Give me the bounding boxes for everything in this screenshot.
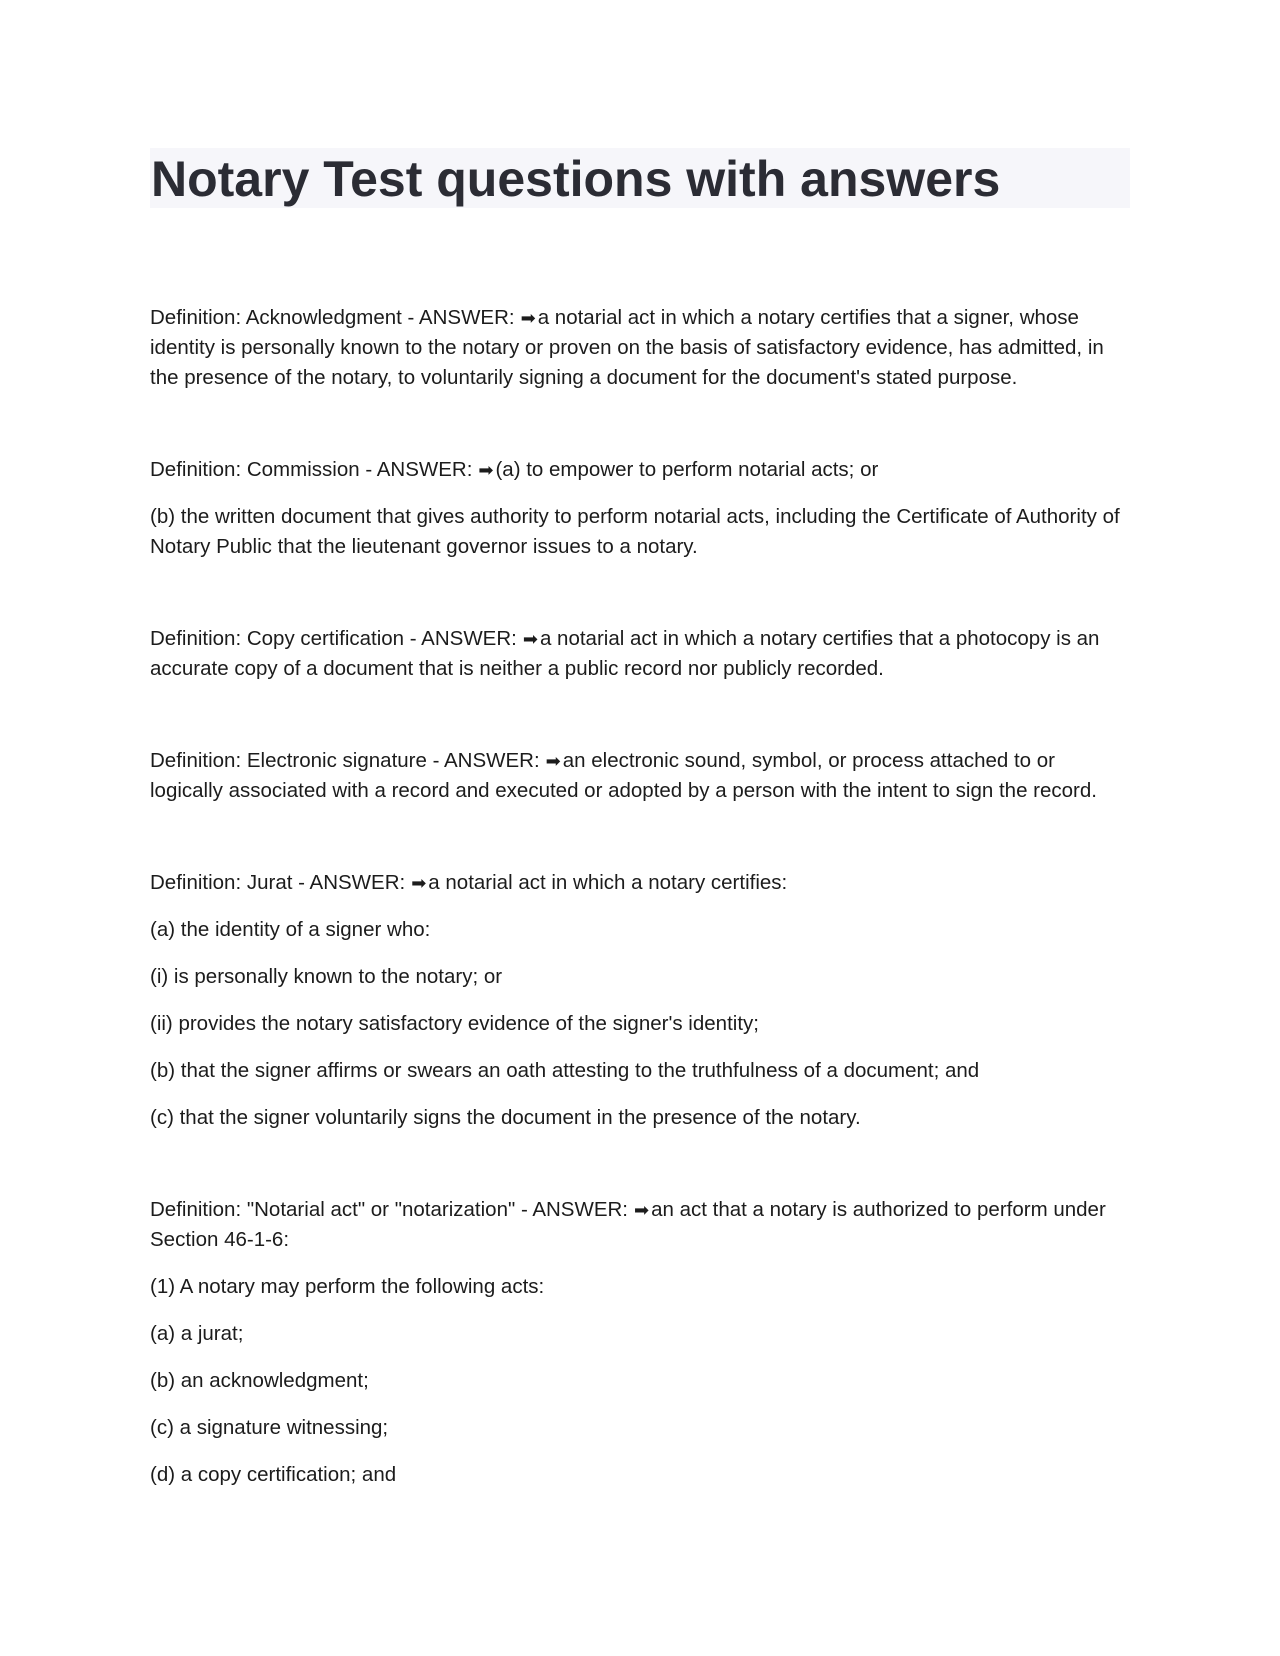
right-arrow-icon: ➡ — [520, 308, 536, 328]
definition-subparagraph: (c) a signature witnessing; — [150, 1416, 389, 1439]
definition-entry — [150, 1195, 1130, 1490]
definition-term: Definition: Jurat - ANSWER: — [150, 871, 406, 894]
definition-entry — [150, 868, 1130, 1133]
definition-subparagraph: (ii) provides the notary satisfactory evidence of the signer's identity; — [150, 1012, 759, 1035]
definition-paragraph — [150, 746, 1130, 806]
definition-term: Definition: Acknowledgment - ANSWER: — [150, 306, 515, 329]
definition-term: Definition: Commission - ANSWER: — [150, 458, 473, 481]
definition-paragraph — [150, 868, 1130, 898]
definition-paragraph — [150, 303, 1130, 393]
definition-entry — [150, 746, 1130, 806]
right-arrow-icon: ➡ — [634, 1200, 650, 1220]
definition-paragraph — [150, 455, 1130, 485]
definition-answer: a notarial act in which a notary certifies that a photocopy is an accurate copy of a document that is neither a public record nor publicly recorded. — [150, 627, 1100, 680]
definition-subparagraph: (b) the written document that gives authority to perform notarial acts, including the Certificate of Authority of Notary Public that the lieutenant governor issues to a notary. — [150, 505, 1120, 558]
definition-subparagraph: (a) the identity of a signer who: — [150, 918, 431, 941]
right-arrow-icon: ➡ — [411, 873, 427, 893]
definition-answer: a notarial act in which a notary certifies: — [428, 871, 788, 894]
definition-subparagraph: (c) that the signer voluntarily signs the document in the presence of the notary. — [150, 1106, 861, 1129]
definition-subparagraph: (b) that the signer affirms or swears an oath attesting to the truthfulness of a document; and — [150, 1059, 980, 1082]
definition-answer: an electronic sound, symbol, or process attached to or logically associated with a record and executed or adopted by a person with the intent to sign the record. — [150, 749, 1097, 802]
document-page — [150, 148, 1130, 1552]
definition-entry — [150, 455, 1130, 562]
definition-answer: (a) to empower to perform notarial acts; or — [495, 458, 879, 481]
definition-subparagraph: (1) A notary may perform the following acts: — [150, 1275, 545, 1298]
definition-subparagraph: (b) an acknowledgment; — [150, 1369, 369, 1392]
definition-entry — [150, 624, 1130, 684]
right-arrow-icon: ➡ — [478, 460, 494, 480]
entry-list — [150, 303, 1130, 1490]
definition-paragraph — [150, 624, 1130, 684]
definition-subparagraph: (i) is personally known to the notary; or — [150, 965, 503, 988]
right-arrow-icon: ➡ — [522, 629, 538, 649]
definition-answer: a notarial act in which a notary certifies that a signer, whose identity is personally known to the notary or proven on the basis of satisfactory evidence, has admitted, in the presence of the notary, to voluntarily signing a document for the document's stated purpose. — [150, 306, 1104, 389]
definition-term: Definition: "Notarial act" or "notarization" - ANSWER: — [150, 1198, 629, 1221]
definition-paragraph — [150, 1195, 1130, 1255]
definition-term: Definition: Electronic signature - ANSWER: — [150, 749, 540, 772]
definition-subparagraph: (a) a jurat; — [150, 1322, 244, 1345]
title-band — [150, 148, 1130, 208]
page-title: Notary Test questions with answers — [151, 151, 1001, 207]
definition-term: Definition: Copy certification - ANSWER: — [150, 627, 517, 650]
definition-entry — [150, 303, 1130, 393]
right-arrow-icon: ➡ — [545, 751, 561, 771]
definition-answer: an act that a notary is authorized to perform under Section 46-1-6: — [150, 1198, 1106, 1251]
definition-subparagraph: (d) a copy certification; and — [150, 1463, 397, 1486]
